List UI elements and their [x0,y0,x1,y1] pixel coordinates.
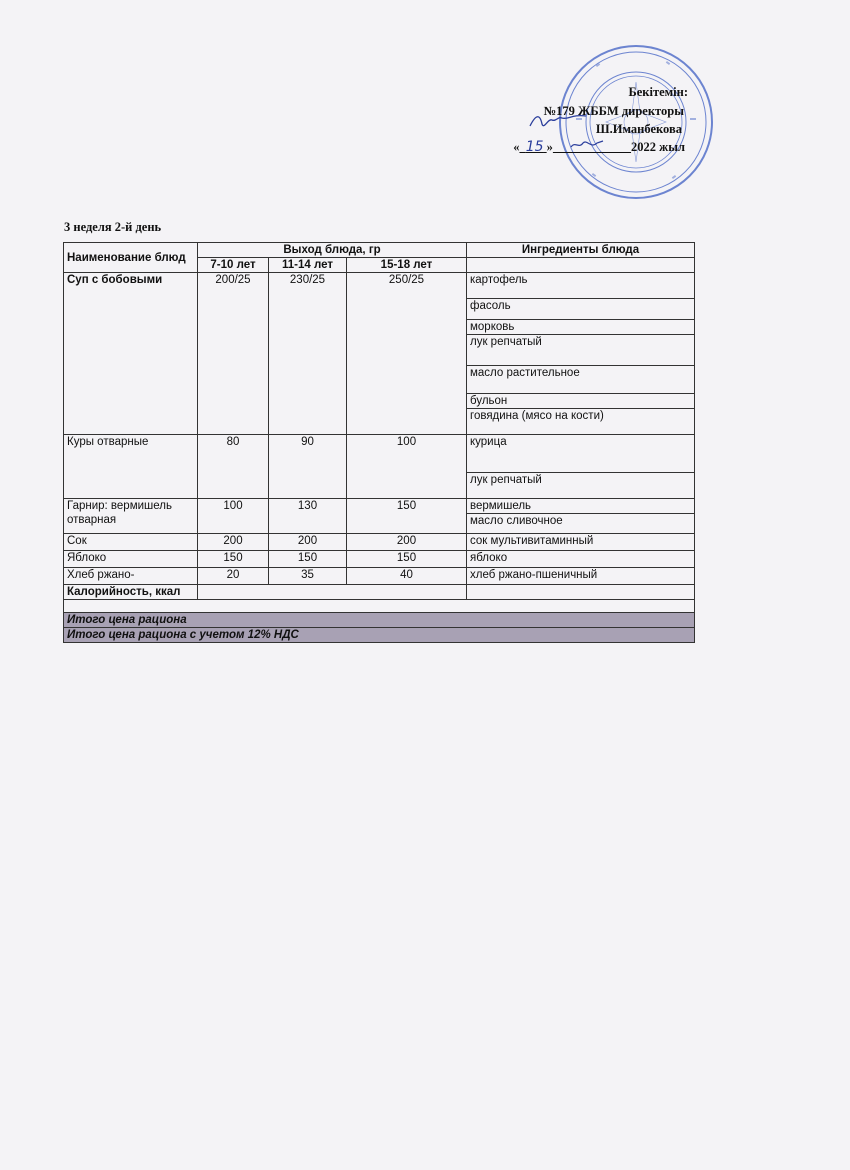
ingredient: лук репчатый [467,473,695,499]
portion-7-10: 150 [198,551,269,568]
header-output: Выход блюда, гр [198,243,467,258]
total-price: Итого цена рациона [64,613,695,628]
ingredient: лук репчатый [467,335,695,366]
approval-date: « 15 » 2022 жыл [513,139,685,155]
portion-11-14: 90 [269,435,347,499]
calories-value [198,585,467,600]
approval-title: Бекітемін: [628,85,688,99]
calories-ingredient-empty [467,585,695,600]
dish-name: Сок [64,534,198,551]
portion-11-14: 150 [269,551,347,568]
dish-name: Гарнир: вермишель отварная [64,499,198,534]
header-age-15-18: 15-18 лет [347,258,467,273]
ingredient: курица [467,435,695,473]
total-price-vat: Итого цена рациона с учетом 12% НДС [64,628,695,643]
menu-table [63,242,695,643]
ingredient: фасоль [467,299,695,320]
portion-7-10: 200/25 [198,273,269,435]
ingredient: вермишель [467,499,695,514]
ingredient: хлеб ржано-пшеничный [467,568,695,585]
approval-director: №179 ЖББМ директоры [543,104,684,118]
calories-label: Калорийность, ккал [64,585,198,600]
dish-name: Хлеб ржано- [64,568,198,585]
approval-name: Ш.Иманбекова [595,122,682,136]
header-age-7-10: 7-10 лет [198,258,269,273]
dish-name: Суп с бобовыми [64,273,198,435]
portion-15-18: 150 [347,499,467,534]
header-dish: Наименование блюд [64,243,198,273]
blank-row [64,600,695,613]
portion-15-18: 200 [347,534,467,551]
approval-day: 15 [525,139,544,155]
header-ingredients: Ингредиенты блюда [467,243,695,258]
week-day-label: 3 неделя 2-й день [64,220,162,234]
ingredient: картофель [467,273,695,299]
ingredient: яблоко [467,551,695,568]
ingredient: бульон [467,394,695,409]
portion-11-14: 35 [269,568,347,585]
portion-11-14: 230/25 [269,273,347,435]
portion-15-18: 40 [347,568,467,585]
portion-15-18: 100 [347,435,467,499]
ingredient: говядина (мясо на кости) [467,409,695,435]
header-empty [467,258,695,273]
dish-name: Куры отварные [64,435,198,499]
signature [528,110,588,132]
ingredient: морковь [467,320,695,335]
approval-year: 2022 жыл [631,140,685,154]
dish-name: Яблоко [64,551,198,568]
portion-15-18: 250/25 [347,273,467,435]
header-age-11-14: 11-14 лет [269,258,347,273]
portion-11-14: 130 [269,499,347,534]
portion-7-10: 20 [198,568,269,585]
ingredient: масло сливочное [467,514,695,534]
portion-11-14: 200 [269,534,347,551]
ingredient: сок мультивитаминный [467,534,695,551]
portion-7-10: 200 [198,534,269,551]
portion-15-18: 150 [347,551,467,568]
ingredient: масло растительное [467,366,695,394]
portion-7-10: 100 [198,499,269,534]
portion-7-10: 80 [198,435,269,499]
date-month-handwriting [569,137,605,153]
